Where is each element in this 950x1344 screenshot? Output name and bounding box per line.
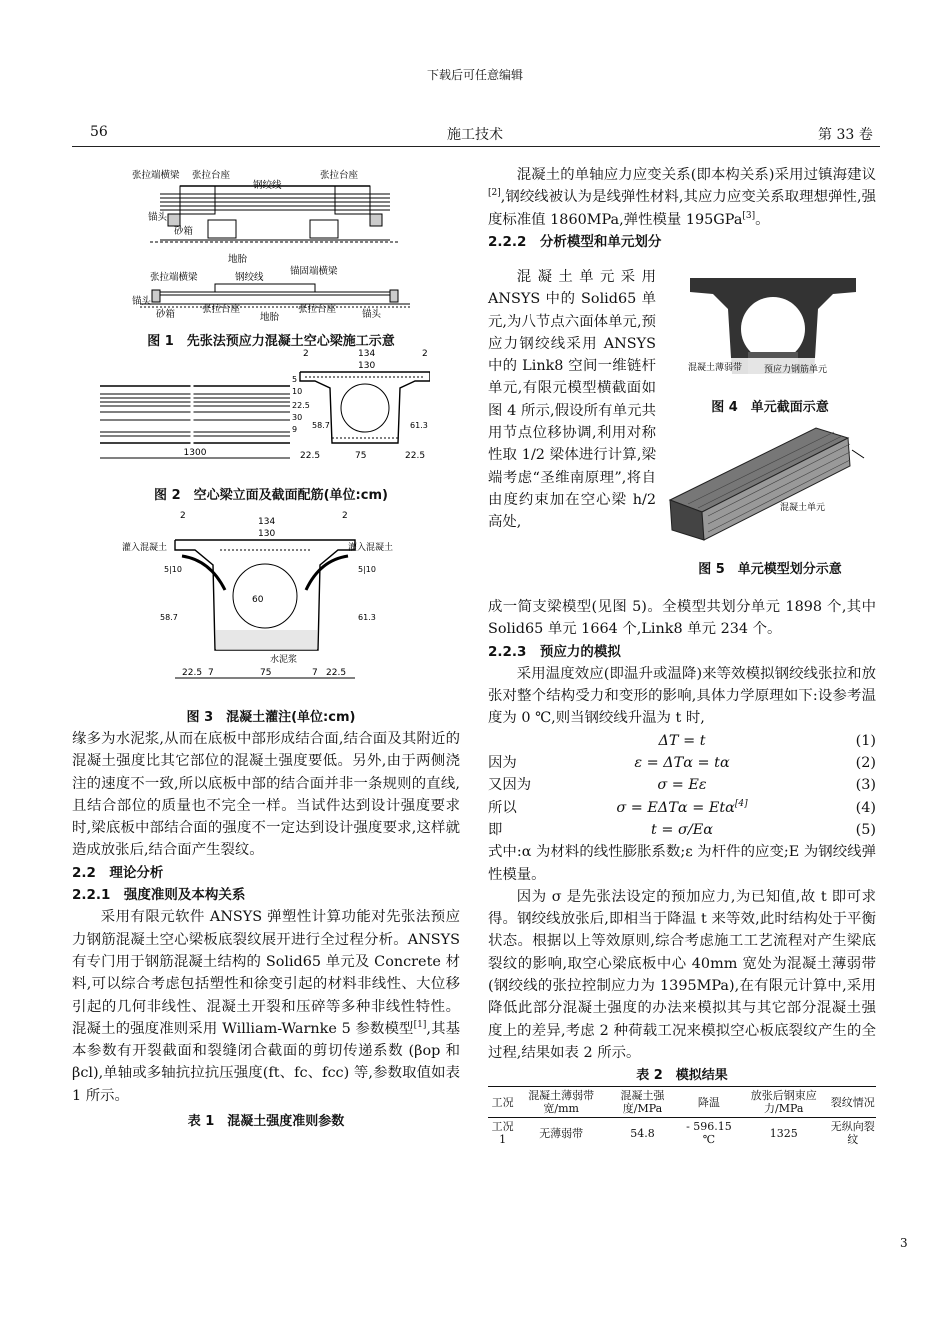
section-heading: 2.2 理论分析 [72, 864, 164, 881]
fig3-dim: 5|10 [164, 565, 182, 574]
fig1-label: 地胎 [260, 312, 280, 323]
table-2-caption: 表 2 模拟结果 [636, 1068, 728, 1084]
figure-2-caption: 图 2 空心梁立面及截面配筋(单位:cm) [154, 488, 388, 503]
equation: 所以 σ = EΔTα = Etα[4] (4) [488, 798, 876, 816]
fig1-label: 张拉台座 [320, 170, 359, 181]
equation: ΔT = t (1) [658, 732, 876, 749]
citation: [2] [488, 188, 501, 199]
table-1-caption: 表 1 混凝土强度准则参数 [187, 1114, 345, 1130]
fig2-dim: 9 [292, 425, 298, 434]
citation: [4] [734, 798, 748, 809]
equation: 即 t = σ/Eα (5) [488, 821, 876, 838]
volume-label: 第 33 卷 [818, 127, 873, 143]
wrapped-paragraph: 混凝土单元采用 ANSYS 中的 Solid65 单元,为八节点六面体单元,预应力钢绞线采用 ANSYS 中的 Link8 空间一维链杆单元,有限元模型横截面如图 4 所示,假设所有单元共用节点位移协调,利用对称性取 1/2 梁体进行计算,梁端考虑“圣维南原理”,将自由度约束加在空心梁 h/2 高处, [488, 269, 656, 531]
paragraph: 采用温度效应(即温升或温降)来等效模拟钢绞线张拉和放张对整个结构受力和变形的影响,具体力学原理如下:设参考温度为 0 ℃,则当钢绞线升温为 t 时, [488, 665, 876, 727]
fig2-dim: 22.5 [292, 401, 310, 410]
fig3-dim: 130 [258, 529, 276, 539]
fig3-dim: 22.5 [182, 668, 203, 678]
fig1-label: 张拉台座 [298, 304, 337, 315]
fig2-dim: 5 [292, 375, 298, 384]
fig1-label: 张拉端横梁 [150, 272, 198, 283]
fig3-dim: 2 [180, 511, 186, 521]
figure-5 [668, 420, 878, 550]
fig3-dim: 7 [312, 668, 318, 678]
figure-4 [688, 274, 858, 384]
subsection-heading: 2.2.2 分析模型和单元划分 [488, 233, 662, 250]
fig3-dim: 2 [342, 511, 348, 521]
fig2-dim: 1300 [183, 448, 207, 458]
fig2-dim: 10 [292, 387, 303, 396]
fig1-label: 张拉端横梁 [132, 170, 180, 181]
table-header: 放张后钢束应力/MPa [750, 1089, 817, 1116]
fig1-label: 钢绞线 [235, 272, 264, 283]
figure-1 [120, 164, 420, 324]
fig2-dim: 22.5 [300, 451, 321, 461]
paragraph: 式中:α 为材料的线性膨胀系数;ε 为杆件的应变;E 为钢绞线弹性模量。 [488, 844, 876, 883]
fig1-label: 地胎 [228, 254, 248, 265]
paragraph: 缘多为水泥浆,从而在底板中部形成结合面,结合面及其附近的混凝土强度比其它部位的混凝土强度要低。另外,由于两侧浇注的速度不一致,所以底板中部的结合面并非一条规则的直线,且结合部位的质量也不完全一样。当试件达到设计强度要求时,梁底板中部结合面的强度不一定达到设计强度要求,这样就造成放张后,结合面产生裂纹。 [72, 731, 460, 859]
fig3-dim: 5|10 [358, 565, 376, 574]
fig3-dim: 75 [260, 668, 272, 678]
right-column-bottom [488, 596, 876, 1148]
citation: [3] [742, 210, 756, 221]
paragraph: 混凝土的单轴应力应变关系(即本构关系)采用过镇海建议[2],钢绞线被认为是线弹性材料,其应力应变关系取理想弹性,强度标准值 1860MPa,弹性模量 195GPa[3]。 [488, 167, 876, 228]
fig3-dim: 22.5 [326, 668, 347, 678]
fig4-label: 预应力钢筋单元 [764, 365, 828, 375]
table-header: 裂纹情况 [830, 1095, 875, 1109]
paragraph: 成一简支梁模型(见图 5)。全模型共划分单元 1898 个,其中 Solid65 单元 1664 个,Link8 单元 234 个。 [488, 599, 876, 638]
fig3-dim: 60 [252, 595, 264, 605]
journal-name: 施工技术 [447, 127, 503, 143]
citation: [1] [413, 1020, 427, 1031]
fig4-label: 混凝土薄弱带 [688, 363, 743, 373]
fig3-label: 灌入混凝土 [348, 543, 394, 553]
table-header: 工况 [491, 1095, 514, 1109]
fig2-dim: 134 [358, 349, 376, 359]
fig3-dim: 134 [258, 517, 276, 527]
figure-3 [120, 510, 420, 682]
fig2-dim: 22.5 [405, 451, 426, 461]
figure-1-caption: 图 1 先张法预应力混凝土空心梁施工示意 [147, 334, 395, 349]
table-header: 混凝土薄弱带宽/mm [528, 1089, 595, 1116]
header-rule [72, 146, 880, 147]
table-header: 降温 [697, 1095, 720, 1109]
fig2-dim: 2 [303, 349, 309, 359]
figure-4-caption: 图 4 单元截面示意 [711, 400, 829, 415]
figure-2 [100, 348, 430, 473]
paragraph: 因为 σ 是先张法设定的预加应力,为已知值,故 t 即可求得。钢绞线放张后,即相当于降温 t 来等效,此时结构处于平衡状态。根据以上等效原则,综合考虑施工工艺流程对产生梁底裂纹的影响,取空心梁底板中心 40mm 宽处为混凝土薄弱带(钢绞线的张拉控制应力为 1395MPa),在有限元计算中,采用降低此部分混凝土强度的办法来模拟其与其它部分混凝土强度上的差异,考虑 2 种荷载工况来模拟空心板底裂纹产生的全过程,结果如表 2 所示。 [488, 888, 876, 1061]
top-note: 下载后可任意编辑 [426, 68, 523, 82]
fig2-dim: 61.3 [410, 421, 428, 430]
fig1-label: 砂箱 [156, 309, 176, 320]
fig1-label: 砂箱 [174, 226, 194, 237]
fig2-dim: 75 [355, 451, 367, 461]
equation: 因为 ε = ΔTα = tα (2) [488, 755, 876, 772]
left-column [72, 728, 460, 1133]
fig1-label: 锚头 [132, 296, 152, 307]
fig3-dim: 7 [208, 668, 214, 678]
fig3-label: 水泥浆 [270, 655, 298, 665]
paragraph: 采用有限元软件 ANSYS 弹塑性计算功能对先张法预应力钢筋混凝土空心梁板底裂纹展开进行全过程分析。ANSYS 有专门用于钢筋混凝土结构的 Solid65 单元及 Concrete 材料,可以综合考虑包括塑性和徐变引起的材料非线性、大位移引起的几何非线性、混凝土开裂和压碎等多种非线性特性。混凝土的强度准则采用 William-Warnke 5 参数模型[1],其基本参数有开裂截面和裂缝闭合截面的剪切传递系数 (βop 和 βcl),单轴或多轴抗拉抗压强度(ft、fc、fcc) 等,参数取值如表 1 所示。 [72, 909, 460, 1104]
fig5-label: 混凝土单元 [780, 503, 826, 513]
fig3-dim: 61.3 [358, 613, 376, 622]
table-2 [488, 1086, 876, 1148]
fig2-dim: 2 [422, 349, 428, 359]
fig1-label: 张拉台座 [202, 304, 241, 315]
equation: 又因为 σ = Eε (3) [488, 777, 876, 794]
subsection-heading: 2.2.3 预应力的模拟 [488, 643, 621, 660]
table-row: 工况 1 无薄弱带 54.8 - 596.15 ℃ 1325 无纵向裂纹 [491, 1120, 875, 1147]
fig1-label: 锚头 [362, 309, 382, 320]
page-number: 56 [90, 124, 108, 140]
figure-3-caption: 图 3 混凝土灌注(单位:cm) [186, 710, 356, 725]
fig2-dim: 130 [358, 361, 376, 371]
figure-5-caption: 图 5 单元模型划分示意 [698, 562, 842, 577]
subsection-heading: 2.2.1 强度准则及本构关系 [72, 887, 246, 904]
right-column-top [488, 164, 876, 253]
fig1-label: 锚固端横梁 [290, 266, 338, 277]
footer-page-number: 3 [900, 1236, 908, 1250]
fig1-label: 钢绞线 [253, 180, 282, 191]
fig2-dim: 58.7 [312, 421, 330, 430]
fig3-label: 灌入混凝土 [122, 543, 168, 553]
fig1-label: 张拉台座 [192, 170, 231, 181]
fig1-label: 锚头 [148, 212, 168, 223]
fig2-dim: 30 [292, 413, 303, 422]
table-header: 混凝土强度/MPa [620, 1089, 665, 1116]
fig3-dim: 58.7 [160, 613, 178, 622]
